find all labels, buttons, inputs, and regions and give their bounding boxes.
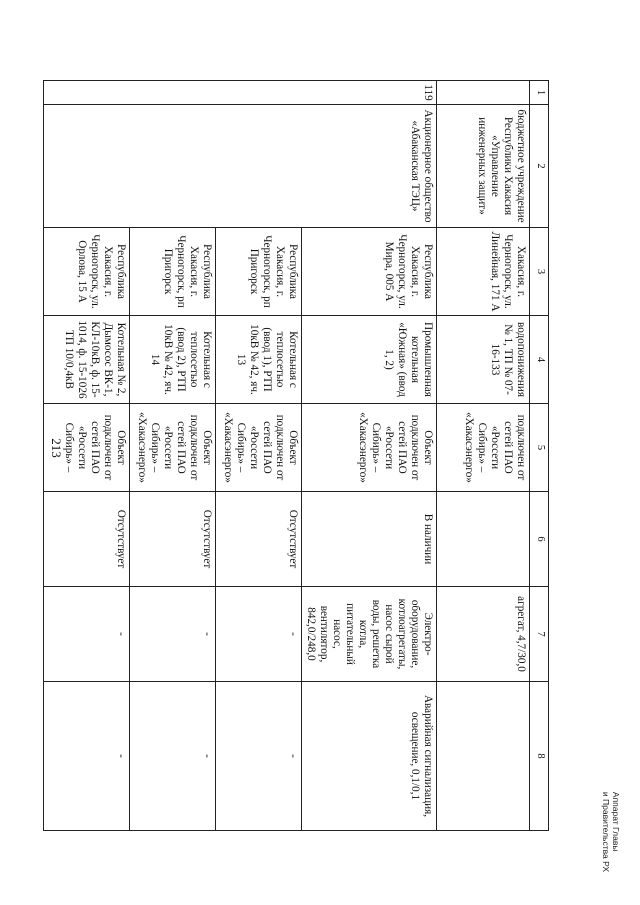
equipment-cell: Электро-оборудование, котлоагрегаты, насос сырой воды, решетка котла, питательный насос, вентилятор, 842,0/248,0	[302, 587, 437, 682]
entry-number-cell: 119	[44, 81, 437, 105]
header-cell-2: 2	[530, 105, 549, 228]
object-cell: Котельная с теплосетью (ввод 1), РТП 10кВ № 42, яч. 13	[216, 316, 302, 404]
object-cell: Промышленная котельная «Южная» (ввод 1, 2)	[302, 316, 437, 404]
header-cell-3: 3	[530, 228, 549, 316]
object-cell: Котельная № 2, Дымосос ВК-1, КЛ-10кВ, ф. 15-1014, ф. 15-1026 ТП 10/0,4кВ	[44, 316, 130, 404]
power-supply-table	[43, 80, 549, 831]
continuation-row	[437, 81, 530, 831]
emergency-cell: -	[216, 682, 302, 831]
emergency-cell: -	[130, 682, 216, 831]
cont-equipment-cell: агрегат, 4,7/30,0	[437, 587, 530, 682]
cont-object-cell: водопонижения № 1, ТП № 07-16-133	[437, 316, 530, 404]
stamp-line-1: Аппарат Главы	[611, 791, 621, 852]
page-number: 213	[49, 438, 64, 458]
emergency-cell: Аварийная сигнализация, освещение, 0,1/0,1	[302, 682, 437, 831]
header-cell-8: 8	[530, 682, 549, 831]
equipment-cell: -	[130, 587, 216, 682]
header-cell-4: 4	[530, 316, 549, 404]
cont-power-source-cell: подключен от сетей ПАО «Россети Сибирь» – «Хакасэнерго»	[437, 404, 530, 492]
equipment-cell: -	[216, 587, 302, 682]
reserve-cell: Отсутствует	[216, 492, 302, 587]
header-row	[530, 81, 549, 831]
stamp-line-2: и Правительства РХ	[601, 791, 611, 873]
table-row	[302, 81, 437, 831]
address-cell: Республика Хакасия, г. Черногорск, рп Пригорск	[216, 228, 302, 316]
cont-owner-cell: бюджетное учреждение Республики Хакасия «Управление инженерных защит»	[437, 105, 530, 228]
reserve-cell: Отсутствует	[44, 492, 130, 587]
object-cell: Котельная с теплосетью (ввод 2), РТП 10кВ № 42, яч. 14	[130, 316, 216, 404]
power-source-cell: Объект подключен от сетей ПАО «Россети Сибирь» – «Хакасэнерго»	[216, 404, 302, 492]
power-source-cell: Объект подключен от сетей ПАО «Россети Сибирь» – «Хакасэнерго»	[130, 404, 216, 492]
reserve-cell: В наличии	[302, 492, 437, 587]
header-cell-1: 1	[530, 81, 549, 105]
address-cell: Республика Хакасия, г. Черногорск, ул. Мира, 005 А	[302, 228, 437, 316]
cont-number-cell	[437, 81, 530, 105]
cont-address-cell: Хакасия, г. Черногорск, ул. Линейная, 171 А	[437, 228, 530, 316]
cont-reserve-cell	[437, 492, 530, 587]
reserve-cell: Отсутствует	[130, 492, 216, 587]
power-source-cell: Объект подключен от сетей ПАО «Россети Сибирь» – «Хакасэнерго»	[302, 404, 437, 492]
entry-owner-cell: Акционерное общество «Абаканская ТЭЦ»	[44, 105, 437, 228]
office-stamp	[601, 792, 621, 872]
cont-emergency-cell	[437, 682, 530, 831]
header-cell-5: 5	[530, 404, 549, 492]
equipment-cell: -	[44, 587, 130, 682]
header-cell-6: 6	[530, 492, 549, 587]
address-cell: Республика Хакасия, г. Черногорск, рп Пригорск	[130, 228, 216, 316]
table-container	[63, 80, 549, 830]
power-source-cell: Объект подключен от сетей ПАО «Россети Сибирь» –	[44, 404, 130, 492]
emergency-cell: -	[44, 682, 130, 831]
header-cell-7: 7	[530, 587, 549, 682]
address-cell: Республика Хакасия, г. Черногорск, ул. Орлова, 15 А	[44, 228, 130, 316]
